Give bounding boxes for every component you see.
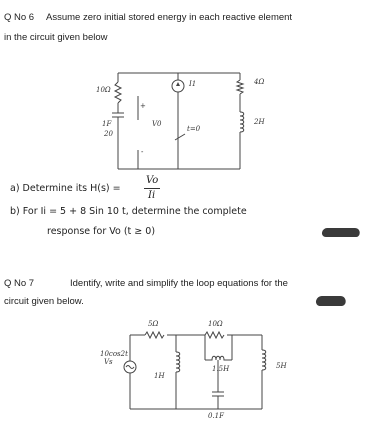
q7-resistor-10 — [205, 332, 224, 338]
q6-label-cap: 1F — [102, 120, 112, 128]
q6-statement-cont: in the circuit given below — [4, 32, 108, 43]
q7-label-r2: 10Ω — [208, 320, 223, 328]
q6-label-cap-sub: 20 — [104, 130, 113, 138]
q6-label-inductor: 2H — [254, 118, 265, 126]
q7-label-r3: 1.5H — [212, 365, 230, 373]
q6-fraction-numerator: Vo — [146, 175, 159, 186]
q6-label-source: I1 — [189, 80, 197, 88]
q6-label-switch: t=0 — [187, 125, 201, 133]
q6-statement: Assume zero initial stored energy in each reactive element — [46, 12, 293, 23]
q7-number: Q No 7 — [4, 278, 35, 289]
q7-statement: Identify, write and simplify the loop equations for the — [70, 278, 288, 289]
q6-part-a: a) Determine its H(s) = — [10, 183, 121, 194]
q7-inductor-5h — [262, 350, 266, 370]
q6-label-r1: 10Ω — [96, 86, 111, 94]
q6-part-b: b) For Ii = 5 + 8 Sin 10 t, determine the complete — [10, 206, 247, 217]
q7-label-r1: 5Ω — [148, 320, 159, 328]
q6-label-minus: - — [141, 148, 144, 156]
q6-label-vo: V0 — [152, 120, 162, 128]
q7-statement-cont: circuit given below. — [4, 296, 84, 307]
q6-label-r2: 4Ω — [254, 78, 265, 86]
q6-fraction-denominator: Ii — [148, 190, 156, 201]
q7-inductor-1h — [176, 352, 180, 372]
q6-number: Q No 6 — [4, 12, 35, 23]
q7-resistor-5 — [145, 332, 164, 338]
q6-label-plus: + — [140, 102, 146, 110]
q6-part-b-cont: response for Vo (t ≥ 0) — [47, 226, 156, 237]
q7-label-l1: 1H — [154, 372, 165, 380]
q7-label-source-unit: Vs — [104, 358, 113, 366]
q7-label-source: 10cos2t — [100, 350, 128, 358]
q7-label-l2: 5H — [276, 362, 287, 370]
q7-inductor-1-5h — [205, 356, 232, 360]
q7-label-cap: 0.1F — [208, 412, 224, 420]
